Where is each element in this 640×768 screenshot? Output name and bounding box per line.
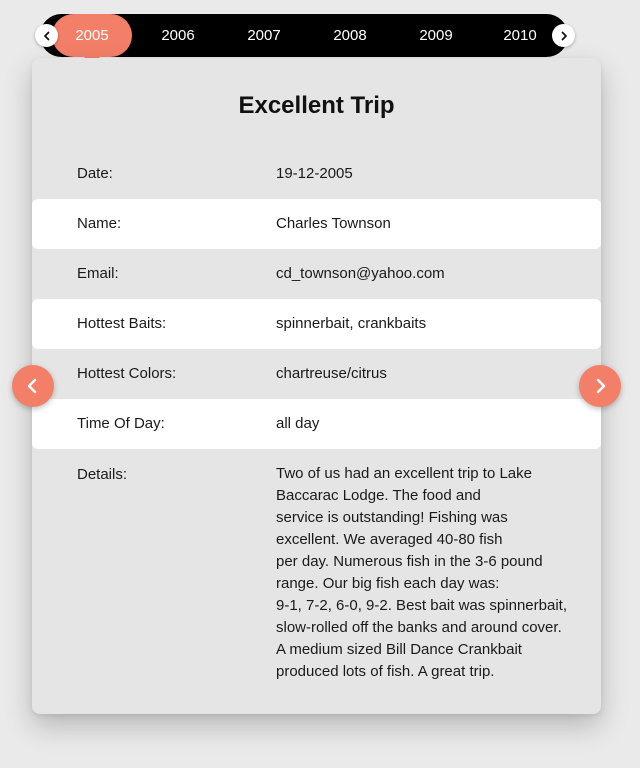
next-entry-button[interactable] (579, 365, 621, 407)
field-row-email (32, 249, 601, 299)
field-label: Date: (77, 165, 113, 182)
field-row-name (32, 199, 601, 249)
field-label: Name: (77, 215, 122, 232)
field-label: Time Of Day: (77, 415, 165, 432)
field-value: all day (276, 415, 320, 432)
year-item-2010[interactable]: 2010 (503, 27, 537, 44)
field-row-time-of-day (32, 399, 601, 449)
year-item-2005[interactable]: 2005 (52, 14, 132, 57)
year-item-2009[interactable]: 2009 (419, 27, 453, 44)
year-timeline (40, 14, 568, 57)
details-line: produced lots of fish. A great trip. (276, 663, 495, 680)
details-line: range. Our big fish each day was: (276, 575, 500, 592)
field-value: cd_townson@yahoo.com (276, 265, 445, 282)
chevron-right-icon (559, 31, 569, 41)
prev-entry-button[interactable] (12, 365, 54, 407)
chevron-left-icon (24, 377, 42, 395)
field-value: spinnerbait, crankbaits (276, 315, 427, 332)
field-label: Hottest Baits: (77, 315, 167, 332)
details-line: 9-1, 7-2, 6-0, 9-2. Best bait was spinnerbait, (276, 597, 567, 614)
field-value: chartreuse/citrus (276, 365, 387, 382)
details-line: excellent. We averaged 40-80 fish (276, 531, 503, 548)
details-line: Baccarac Lodge. The food and (276, 487, 481, 504)
field-row-date (32, 149, 601, 199)
field-row-hottest-colors (32, 349, 601, 399)
year-item-2007[interactable]: 2007 (247, 27, 281, 44)
details-line: service is outstanding! Fishing was (276, 509, 508, 526)
trip-card (32, 58, 601, 714)
details-text (276, 463, 566, 683)
timeline-prev-button[interactable] (35, 24, 58, 47)
field-row-hottest-baits (32, 299, 601, 349)
details-line: Two of us had an excellent trip to Lake (276, 465, 532, 482)
details-label: Details: (77, 466, 128, 483)
timeline-next-button[interactable] (552, 24, 575, 47)
card-title: Excellent Trip (238, 92, 395, 119)
field-label: Email: (77, 265, 119, 282)
year-item-2006[interactable]: 2006 (161, 27, 195, 44)
details-line: per day. Numerous fish in the 3-6 pound (276, 553, 543, 570)
field-value: Charles Townson (276, 215, 391, 232)
details-line: slow-rolled off the banks and around cover. (276, 619, 562, 636)
chevron-left-icon (42, 31, 52, 41)
details-line: A medium sized Bill Dance Crankbait (276, 641, 522, 658)
field-value: 19-12-2005 (276, 165, 353, 182)
year-item-2008[interactable]: 2008 (333, 27, 367, 44)
field-label: Hottest Colors: (77, 365, 177, 382)
chevron-right-icon (591, 377, 609, 395)
